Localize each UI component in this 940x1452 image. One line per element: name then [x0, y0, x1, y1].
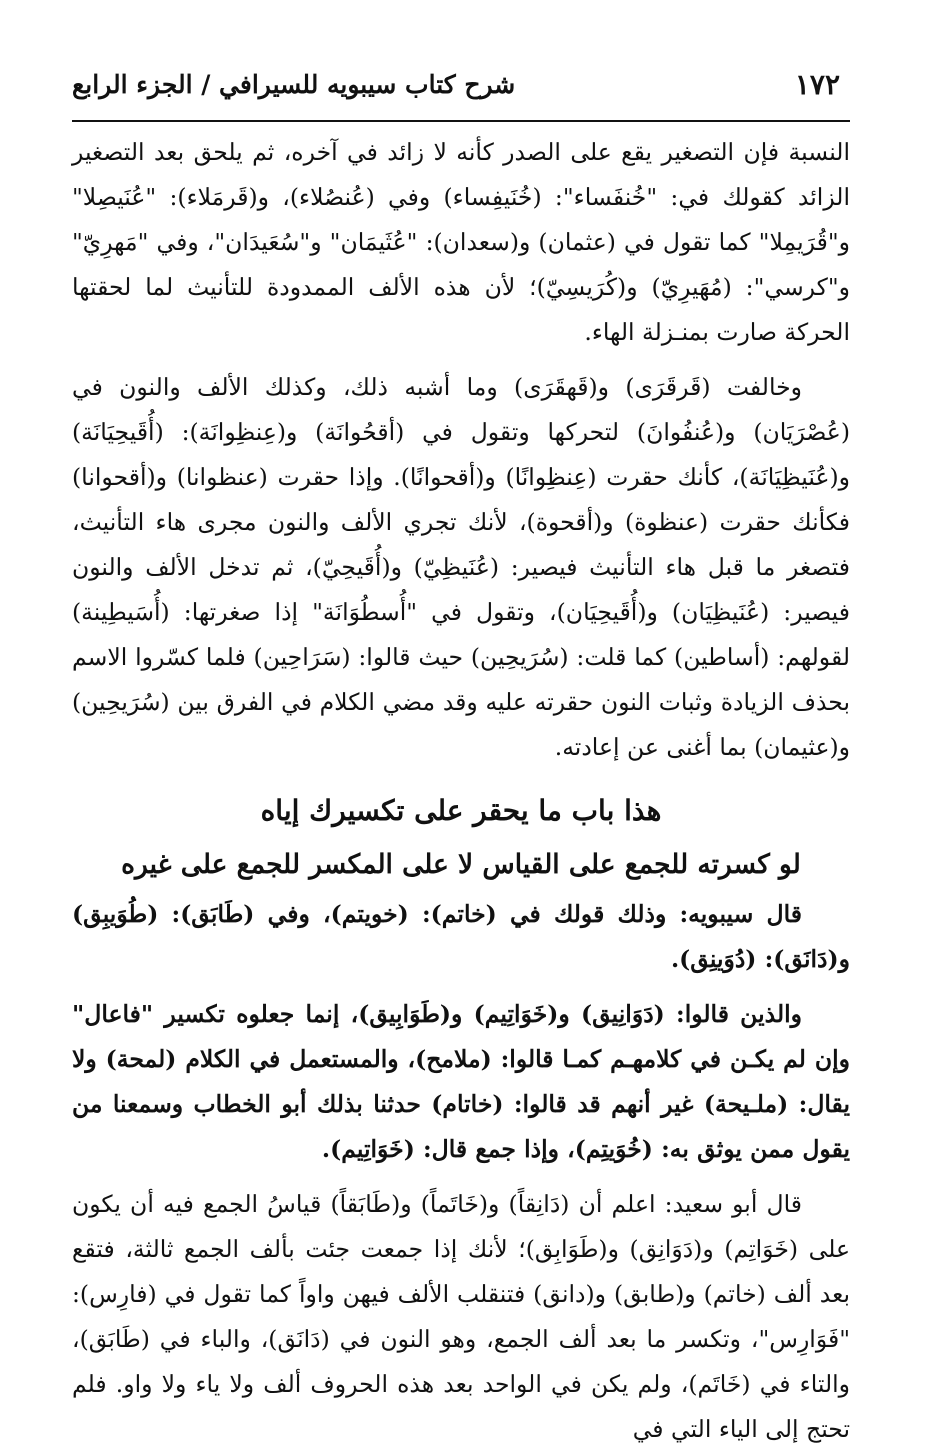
page-body — [72, 130, 850, 1452]
sibawayh-quote-paragraph: والذين قالوا: (دَوَانِيق) و(خَوَاتِيم) و(طَوَابِيق)، إنما جعلوه تكسير "فاعال" وإن لم يكـن في كلامهـم كمـا قالوا: (ملامح)، والمستعمل في الكلام (لمحة) ولا يقال: (ملـيحة) غير أنهم قد قالوا: (خاتام) حدثنا بذلك أبو الخطاب وسمعنا من يقول ممن يوثق به: (خُوَيتِم)، وإذا جمع قال: (خَوَاتِيم). — [72, 1000, 850, 1163]
page-header — [72, 62, 850, 112]
paragraph: وخالفت (قَرقَرَى) و(قَهقَرَى) وما أشبه ذلك، وكذلك الألف والنون في (عُصْرَيَان) و(عُنفُوانَ) لتحركها وتقول في (أقحُوانَة) و(عِنظِوانَة): (أُقَيحِيَانَة) و(عُنَيظِيَانَة)، كأنك حقرت (عِنظِوانًا) و(أقحوانًا). وإذا حقرت (عنظوانا) و(أقحوانا) فكأنك حقرت (عنظوة) و(أقحوة)، لأنك تجري الألف والنون مجرى هاء التأنيث، فتصغر ما قبل هاء التأنيث فيصير: (عُنَيظِيّ) و(أُقَيحِيّ)، ثم تدخل الألف والنون فيصير: (عُنَيظِيَان) و(أُقَيحِيَان)، وتقول في "أُسطُوَانَة" إذا صغرتها: (أُسَيطِينة) لقولهم: (أساطين) كما قلت: (سُرَيحِين) حيث قالوا: (سَرَاحِين) فلما كسّروا الاسم بحذف الزيادة وثبات النون حقرته عليه وقد مضي الكلام في الفرق بين (سُرَيحِين) و(عثيمان) بما أغنى عن إعادته. — [72, 373, 850, 761]
commentary-paragraph: قال أبو سعيد: اعلم أن (دَانِقاً) و(خَاتَماً) و(طَابَقاً) قياسُ الجمع فيه أن يكون على (خَوَاتِم) و(دَوَانِق) و(طَوَابِق)؛ لأنك إذا جمعت جئت بألف الجمع ثالثة، فتقع بعد ألف (خاتم) و(طابق) و(دانق) فتنقلب الألف فيهن واواً كما تقول في (فارِس): "فَوَارِس"، وتكسر ما بعد ألف الجمع، وهو النون في (دَانَق)، والباء في (طَابَق)، والتاء في (خَاتَم)، ولم يكن في الواحد بعد هذه الحروف ألف ولا ياء ولا واو. فلم تحتج إلى الياء التي في — [72, 1190, 850, 1443]
chapter-subheading: لو كسرته للجمع على القياس لا على المكسر للجمع على غيره — [121, 849, 801, 880]
paragraph-continued: النسبة فإن التصغير يقع على الصدر كأنه لا زائد في آخره، ثم يلحق بعد التصغير الزائد كقولك في: "خُنفَساء": (خُنَيفِساء) وفي (عُنصُلاء)، و(قَرمَلاء): "عُنَيصِلا" و"قُرَيمِلا" كما تقول في (عثمان) و(سعدان): "عُثَيمَان" و"سُعَيدَان"، وفي "مَهرِيّ" و"كرسي": (مُهَيرِيّ) و(كُرَيسِيّ)؛ لأن هذه الألف الممدودة للتأنيث لما لحقتها الحركة صارت بمنـزلة الهاء. — [72, 138, 850, 346]
chapter-heading: هذا باب ما يحقر على تكسيرك إياه — [260, 794, 662, 827]
header-rule — [72, 120, 850, 122]
sibawayh-quote-paragraph: قال سيبويه: وذلك قولك في (خاتم): (خويتم)، وفي (طَابَق): (طُوَيبِق) و(دَانَق): (دُوَينِق). — [72, 900, 850, 973]
page-number: ١٧٢ — [794, 68, 840, 101]
running-title: شرح كتاب سيبويه للسيرافي / الجزء الرابع — [72, 70, 516, 99]
